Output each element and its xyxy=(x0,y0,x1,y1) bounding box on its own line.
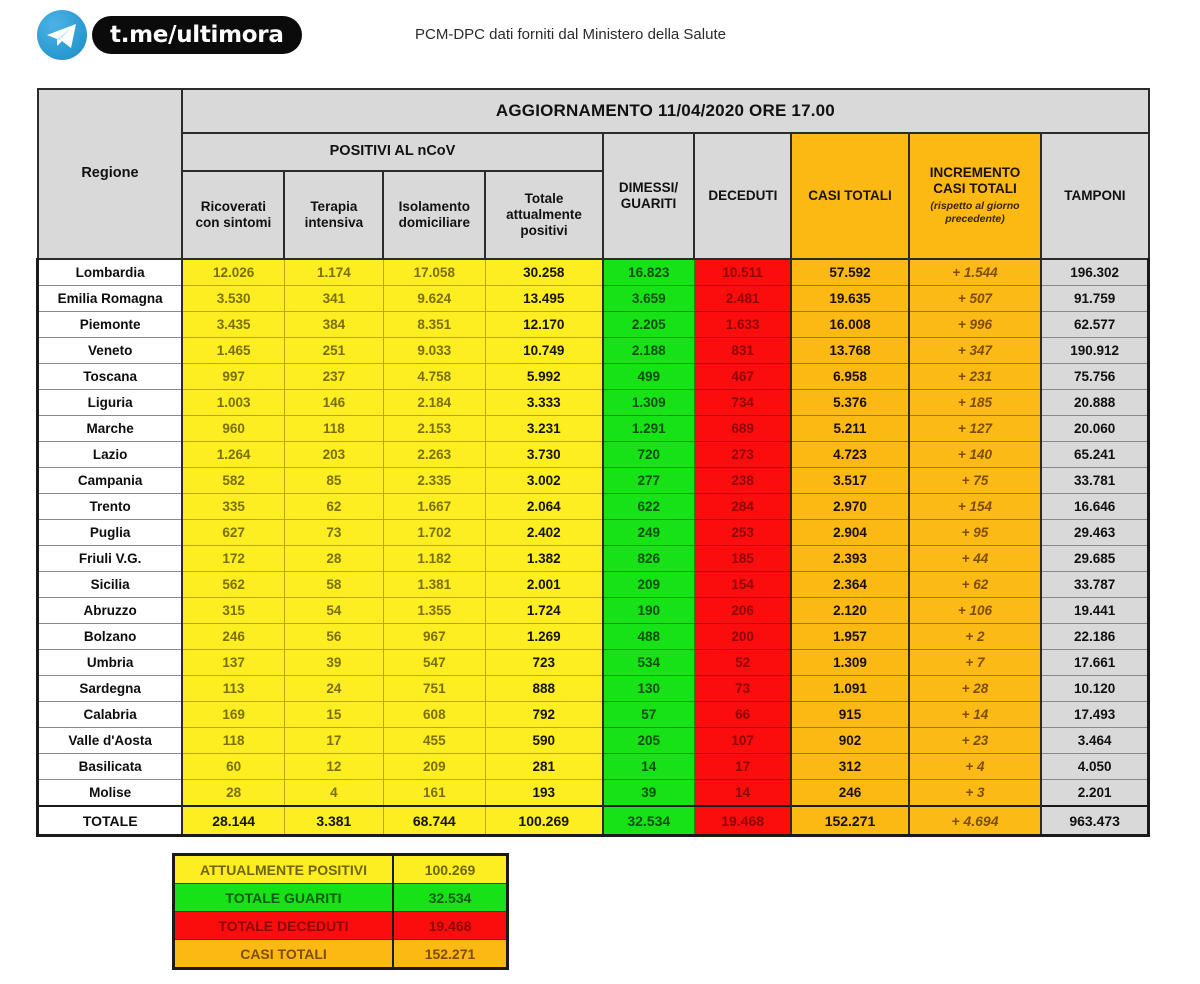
column-group-positivi: POSITIVI AL nCoV xyxy=(182,133,602,171)
cell-casi-totali: 2.120 xyxy=(791,598,908,624)
cell-deceduti: 273 xyxy=(694,442,791,468)
column-header-isolamento-domiciliare xyxy=(383,171,485,259)
legend-row xyxy=(174,940,508,969)
covid-data-table-container xyxy=(36,88,1150,837)
cell-isolamento-domiciliare: 751 xyxy=(383,676,485,702)
column-header-incremento-casi-totali xyxy=(909,133,1042,259)
cell-ricoverati-con-sintomi: 3.530 xyxy=(182,286,284,312)
cell-totale-attualmente-positivi: 12.170 xyxy=(485,312,602,338)
cell-dimessi-guariti: 39 xyxy=(603,780,695,807)
cell-regione: Molise xyxy=(38,780,183,807)
summary-legend-container xyxy=(172,853,509,970)
cell-deceduti: 10.511 xyxy=(694,259,791,286)
cell-terapia-intensiva: 237 xyxy=(284,364,383,390)
cell-tamponi: 16.646 xyxy=(1041,494,1148,520)
cell-casi-totali: 312 xyxy=(791,754,908,780)
cell-casi-totali: 6.958 xyxy=(791,364,908,390)
header-row-title xyxy=(38,89,1149,133)
cell-tamponi: 20.060 xyxy=(1041,416,1148,442)
cell-tamponi: 33.787 xyxy=(1041,572,1148,598)
legend-row xyxy=(174,884,508,912)
cell-deceduti: 238 xyxy=(694,468,791,494)
cell-totale-attualmente-positivi: 193 xyxy=(485,780,602,807)
cell-terapia-intensiva: 28 xyxy=(284,546,383,572)
table-row xyxy=(38,728,1149,754)
cell-totale-attualmente-positivi: 10.749 xyxy=(485,338,602,364)
cell-regione: Friuli V.G. xyxy=(38,546,183,572)
cell-deceduti: 689 xyxy=(694,416,791,442)
cell-terapia-intensiva: 73 xyxy=(284,520,383,546)
cell-incremento-casi-totali: + 2 xyxy=(909,624,1042,650)
table-row xyxy=(38,572,1149,598)
cell-casi-totali: 5.211 xyxy=(791,416,908,442)
cell-ricoverati-con-sintomi: 627 xyxy=(182,520,284,546)
cell-incremento-casi-totali: + 4.694 xyxy=(909,806,1042,836)
cell-totale-attualmente-positivi: 3.333 xyxy=(485,390,602,416)
cell-incremento-casi-totali: + 28 xyxy=(909,676,1042,702)
cell-regione: Valle d'Aosta xyxy=(38,728,183,754)
table-row xyxy=(38,676,1149,702)
cell-casi-totali: 19.635 xyxy=(791,286,908,312)
cell-ricoverati-con-sintomi: 315 xyxy=(182,598,284,624)
cell-incremento-casi-totali: + 154 xyxy=(909,494,1042,520)
cell-regione: Sardegna xyxy=(38,676,183,702)
cell-totale-attualmente-positivi: 100.269 xyxy=(485,806,602,836)
cell-regione: Piemonte xyxy=(38,312,183,338)
cell-totale-attualmente-positivi: 2.064 xyxy=(485,494,602,520)
table-row xyxy=(38,780,1149,807)
cell-totale-attualmente-positivi: 2.402 xyxy=(485,520,602,546)
cell-deceduti: 14 xyxy=(694,780,791,807)
cell-ricoverati-con-sintomi: 169 xyxy=(182,702,284,728)
cell-totale-attualmente-positivi: 1.724 xyxy=(485,598,602,624)
cell-incremento-casi-totali: + 507 xyxy=(909,286,1042,312)
cell-dimessi-guariti: 534 xyxy=(603,650,695,676)
cell-isolamento-domiciliare: 1.667 xyxy=(383,494,485,520)
ricoverati-line1: Ricoverati xyxy=(200,199,266,215)
cell-terapia-intensiva: 203 xyxy=(284,442,383,468)
cell-tamponi: 196.302 xyxy=(1041,259,1148,286)
cell-incremento-casi-totali: + 23 xyxy=(909,728,1042,754)
cell-casi-totali: 4.723 xyxy=(791,442,908,468)
cell-isolamento-domiciliare: 17.058 xyxy=(383,259,485,286)
cell-deceduti: 52 xyxy=(694,650,791,676)
cell-tamponi: 75.756 xyxy=(1041,364,1148,390)
dimessi-line2: GUARITI xyxy=(620,196,677,211)
cell-totale-attualmente-positivi: 723 xyxy=(485,650,602,676)
cell-terapia-intensiva: 56 xyxy=(284,624,383,650)
cell-regione: Basilicata xyxy=(38,754,183,780)
isolamento-line1: Isolamento xyxy=(398,199,470,215)
cell-isolamento-domiciliare: 9.624 xyxy=(383,286,485,312)
cell-incremento-casi-totali: + 3 xyxy=(909,780,1042,807)
cell-regione: Trento xyxy=(38,494,183,520)
cell-ricoverati-con-sintomi: 1.003 xyxy=(182,390,284,416)
cell-dimessi-guariti: 130 xyxy=(603,676,695,702)
cell-totale-attualmente-positivi: 281 xyxy=(485,754,602,780)
table-row xyxy=(38,390,1149,416)
cell-casi-totali: 16.008 xyxy=(791,312,908,338)
cell-deceduti: 831 xyxy=(694,338,791,364)
cell-incremento-casi-totali: + 347 xyxy=(909,338,1042,364)
cell-casi-totali: 57.592 xyxy=(791,259,908,286)
cell-incremento-casi-totali: + 185 xyxy=(909,390,1042,416)
cell-totale-attualmente-positivi: 3.002 xyxy=(485,468,602,494)
table-row xyxy=(38,416,1149,442)
cell-dimessi-guariti: 499 xyxy=(603,364,695,390)
dimessi-line1: DIMESSI/ xyxy=(618,180,679,196)
cell-casi-totali: 2.393 xyxy=(791,546,908,572)
cell-dimessi-guariti: 249 xyxy=(603,520,695,546)
cell-regione: Calabria xyxy=(38,702,183,728)
cell-regione: Puglia xyxy=(38,520,183,546)
cell-deceduti: 17 xyxy=(694,754,791,780)
table-row xyxy=(38,312,1149,338)
cell-incremento-casi-totali: + 231 xyxy=(909,364,1042,390)
cell-tamponi: 10.120 xyxy=(1041,676,1148,702)
header-bar xyxy=(0,0,1200,72)
cell-dimessi-guariti: 1.291 xyxy=(603,416,695,442)
legend-row xyxy=(174,912,508,940)
table-row xyxy=(38,259,1149,286)
cell-incremento-casi-totali: + 62 xyxy=(909,572,1042,598)
cell-ricoverati-con-sintomi: 28.144 xyxy=(182,806,284,836)
cell-isolamento-domiciliare: 608 xyxy=(383,702,485,728)
cell-ricoverati-con-sintomi: 246 xyxy=(182,624,284,650)
cell-casi-totali: 902 xyxy=(791,728,908,754)
table-row xyxy=(38,624,1149,650)
cell-regione: Toscana xyxy=(38,364,183,390)
table-row xyxy=(38,442,1149,468)
cell-isolamento-domiciliare: 1.182 xyxy=(383,546,485,572)
cell-deceduti: 19.468 xyxy=(694,806,791,836)
cell-dimessi-guariti: 826 xyxy=(603,546,695,572)
cell-regione: Liguria xyxy=(38,390,183,416)
legend-value: 32.534 xyxy=(393,884,508,912)
cell-ricoverati-con-sintomi: 960 xyxy=(182,416,284,442)
cell-dimessi-guariti: 720 xyxy=(603,442,695,468)
cell-regione: Marche xyxy=(38,416,183,442)
cell-ricoverati-con-sintomi: 997 xyxy=(182,364,284,390)
cell-isolamento-domiciliare: 455 xyxy=(383,728,485,754)
cell-deceduti: 73 xyxy=(694,676,791,702)
cell-tamponi: 22.186 xyxy=(1041,624,1148,650)
cell-regione: Sicilia xyxy=(38,572,183,598)
cell-deceduti: 66 xyxy=(694,702,791,728)
cell-regione: Bolzano xyxy=(38,624,183,650)
cell-totale-attualmente-positivi: 590 xyxy=(485,728,602,754)
table-head xyxy=(38,89,1149,259)
cell-tamponi: 62.577 xyxy=(1041,312,1148,338)
legend-label: TOTALE DECEDUTI xyxy=(174,912,394,940)
cell-terapia-intensiva: 62 xyxy=(284,494,383,520)
cell-terapia-intensiva: 384 xyxy=(284,312,383,338)
cell-terapia-intensiva: 251 xyxy=(284,338,383,364)
cell-deceduti: 1.633 xyxy=(694,312,791,338)
source-note: PCM-DPC dati forniti dal Ministero della Salute xyxy=(415,26,726,43)
cell-incremento-casi-totali: + 44 xyxy=(909,546,1042,572)
cell-tamponi: 17.493 xyxy=(1041,702,1148,728)
cell-ricoverati-con-sintomi: 137 xyxy=(182,650,284,676)
cell-totale-attualmente-positivi: 1.382 xyxy=(485,546,602,572)
terapia-line2: intensiva xyxy=(304,215,364,230)
cell-totale-attualmente-positivi: 3.730 xyxy=(485,442,602,468)
table-row xyxy=(38,546,1149,572)
cell-ricoverati-con-sintomi: 28 xyxy=(182,780,284,807)
cell-isolamento-domiciliare: 967 xyxy=(383,624,485,650)
column-header-dimessi-guariti xyxy=(603,133,695,259)
cell-tamponi: 4.050 xyxy=(1041,754,1148,780)
cell-incremento-casi-totali: + 1.544 xyxy=(909,259,1042,286)
cell-casi-totali: 2.970 xyxy=(791,494,908,520)
cell-terapia-intensiva: 58 xyxy=(284,572,383,598)
cell-isolamento-domiciliare: 1.702 xyxy=(383,520,485,546)
cell-ricoverati-con-sintomi: 562 xyxy=(182,572,284,598)
cell-dimessi-guariti: 2.205 xyxy=(603,312,695,338)
cell-totale-attualmente-positivi: 13.495 xyxy=(485,286,602,312)
cell-isolamento-domiciliare: 2.335 xyxy=(383,468,485,494)
cell-casi-totali: 2.364 xyxy=(791,572,908,598)
cell-isolamento-domiciliare: 8.351 xyxy=(383,312,485,338)
incremento-note: (rispetto al giorno precedente) xyxy=(930,200,1020,226)
cell-casi-totali: 1.957 xyxy=(791,624,908,650)
summary-legend-table xyxy=(172,853,509,970)
legend-label: ATTUALMENTE POSITIVI xyxy=(174,855,394,884)
cell-tamponi: 2.201 xyxy=(1041,780,1148,807)
cell-isolamento-domiciliare: 161 xyxy=(383,780,485,807)
cell-regione: Umbria xyxy=(38,650,183,676)
cell-totale-attualmente-positivi: 5.992 xyxy=(485,364,602,390)
cell-terapia-intensiva: 85 xyxy=(284,468,383,494)
cell-terapia-intensiva: 12 xyxy=(284,754,383,780)
cell-terapia-intensiva: 3.381 xyxy=(284,806,383,836)
cell-isolamento-domiciliare: 547 xyxy=(383,650,485,676)
cell-casi-totali: 3.517 xyxy=(791,468,908,494)
table-title: AGGIORNAMENTO 11/04/2020 ORE 17.00 xyxy=(182,89,1148,133)
table-row-totale xyxy=(38,806,1149,836)
cell-tamponi: 17.661 xyxy=(1041,650,1148,676)
legend-label: CASI TOTALI xyxy=(174,940,394,969)
incremento-line1: INCREMENTO xyxy=(929,165,1021,181)
cell-casi-totali: 5.376 xyxy=(791,390,908,416)
table-row xyxy=(38,468,1149,494)
cell-incremento-casi-totali: + 7 xyxy=(909,650,1042,676)
table-row xyxy=(38,494,1149,520)
table-row xyxy=(38,338,1149,364)
cell-tamponi: 963.473 xyxy=(1041,806,1148,836)
telegram-handle-label: t.me/ultimora xyxy=(110,22,284,48)
cell-dimessi-guariti: 190 xyxy=(603,598,695,624)
cell-dimessi-guariti: 622 xyxy=(603,494,695,520)
cell-regione: Abruzzo xyxy=(38,598,183,624)
cell-isolamento-domiciliare: 2.184 xyxy=(383,390,485,416)
column-header-regione: Regione xyxy=(38,89,183,259)
cell-isolamento-domiciliare: 1.381 xyxy=(383,572,485,598)
legend-value: 19.468 xyxy=(393,912,508,940)
table-row xyxy=(38,650,1149,676)
cell-deceduti: 185 xyxy=(694,546,791,572)
cell-casi-totali: 246 xyxy=(791,780,908,807)
cell-ricoverati-con-sintomi: 335 xyxy=(182,494,284,520)
cell-tamponi: 91.759 xyxy=(1041,286,1148,312)
table-row xyxy=(38,702,1149,728)
cell-isolamento-domiciliare: 1.355 xyxy=(383,598,485,624)
cell-regione: Campania xyxy=(38,468,183,494)
table-row xyxy=(38,520,1149,546)
cell-deceduti: 253 xyxy=(694,520,791,546)
table-row xyxy=(38,598,1149,624)
cell-deceduti: 734 xyxy=(694,390,791,416)
cell-tamponi: 33.781 xyxy=(1041,468,1148,494)
cell-totale-attualmente-positivi: 30.258 xyxy=(485,259,602,286)
table-row xyxy=(38,286,1149,312)
legend-value: 100.269 xyxy=(393,855,508,884)
ricoverati-line2: con sintomi xyxy=(195,215,272,230)
cell-totale-attualmente-positivi: 792 xyxy=(485,702,602,728)
terapia-line1: Terapia xyxy=(310,199,358,215)
cell-terapia-intensiva: 54 xyxy=(284,598,383,624)
legend-label: TOTALE GUARITI xyxy=(174,884,394,912)
telegram-paper-plane-icon xyxy=(37,10,87,60)
cell-casi-totali: 915 xyxy=(791,702,908,728)
cell-totale-attualmente-positivi: 3.231 xyxy=(485,416,602,442)
cell-incremento-casi-totali: + 4 xyxy=(909,754,1042,780)
cell-ricoverati-con-sintomi: 12.026 xyxy=(182,259,284,286)
cell-casi-totali: 152.271 xyxy=(791,806,908,836)
cell-incremento-casi-totali: + 996 xyxy=(909,312,1042,338)
header-row-group xyxy=(38,133,1149,171)
cell-isolamento-domiciliare: 2.153 xyxy=(383,416,485,442)
cell-ricoverati-con-sintomi: 172 xyxy=(182,546,284,572)
cell-terapia-intensiva: 39 xyxy=(284,650,383,676)
totpos-line3: positivi xyxy=(520,222,568,238)
cell-isolamento-domiciliare: 4.758 xyxy=(383,364,485,390)
cell-incremento-casi-totali: + 95 xyxy=(909,520,1042,546)
cell-totale-attualmente-positivi: 2.001 xyxy=(485,572,602,598)
incremento-line2: CASI TOTALI xyxy=(933,181,1017,197)
cell-ricoverati-con-sintomi: 3.435 xyxy=(182,312,284,338)
cell-regione: Lazio xyxy=(38,442,183,468)
cell-incremento-casi-totali: + 14 xyxy=(909,702,1042,728)
cell-deceduti: 2.481 xyxy=(694,286,791,312)
cell-incremento-casi-totali: + 140 xyxy=(909,442,1042,468)
column-header-deceduti: DECEDUTI xyxy=(694,133,791,259)
cell-terapia-intensiva: 15 xyxy=(284,702,383,728)
cell-dimessi-guariti: 32.534 xyxy=(603,806,695,836)
cell-ricoverati-con-sintomi: 1.264 xyxy=(182,442,284,468)
cell-casi-totali: 2.904 xyxy=(791,520,908,546)
table-row xyxy=(38,364,1149,390)
cell-deceduti: 154 xyxy=(694,572,791,598)
cell-incremento-casi-totali: + 75 xyxy=(909,468,1042,494)
cell-ricoverati-con-sintomi: 60 xyxy=(182,754,284,780)
cell-tamponi: 190.912 xyxy=(1041,338,1148,364)
cell-deceduti: 107 xyxy=(694,728,791,754)
cell-casi-totali: 1.309 xyxy=(791,650,908,676)
cell-tamponi: 3.464 xyxy=(1041,728,1148,754)
cell-regione: TOTALE xyxy=(38,806,183,836)
cell-terapia-intensiva: 341 xyxy=(284,286,383,312)
column-header-terapia-intensiva xyxy=(284,171,383,259)
cell-ricoverati-con-sintomi: 113 xyxy=(182,676,284,702)
cell-dimessi-guariti: 1.309 xyxy=(603,390,695,416)
column-header-totale-attualmente-positivi xyxy=(485,171,602,259)
cell-tamponi: 19.441 xyxy=(1041,598,1148,624)
cell-incremento-casi-totali: + 106 xyxy=(909,598,1042,624)
cell-dimessi-guariti: 16.823 xyxy=(603,259,695,286)
cell-deceduti: 284 xyxy=(694,494,791,520)
legend-value: 152.271 xyxy=(393,940,508,969)
cell-regione: Lombardia xyxy=(38,259,183,286)
covid-regions-table xyxy=(36,88,1150,837)
totpos-line1: Totale xyxy=(524,191,564,207)
cell-isolamento-domiciliare: 68.744 xyxy=(383,806,485,836)
isolamento-line2: domiciliare xyxy=(398,215,470,230)
cell-terapia-intensiva: 4 xyxy=(284,780,383,807)
cell-casi-totali: 13.768 xyxy=(791,338,908,364)
cell-tamponi: 29.685 xyxy=(1041,546,1148,572)
cell-isolamento-domiciliare: 9.033 xyxy=(383,338,485,364)
cell-terapia-intensiva: 24 xyxy=(284,676,383,702)
cell-dimessi-guariti: 57 xyxy=(603,702,695,728)
cell-regione: Veneto xyxy=(38,338,183,364)
cell-tamponi: 29.463 xyxy=(1041,520,1148,546)
cell-dimessi-guariti: 2.188 xyxy=(603,338,695,364)
legend-row xyxy=(174,855,508,884)
telegram-handle-badge[interactable] xyxy=(92,16,302,54)
column-header-casi-totali: CASI TOTALI xyxy=(791,133,908,259)
cell-ricoverati-con-sintomi: 582 xyxy=(182,468,284,494)
table-body xyxy=(38,259,1149,836)
cell-terapia-intensiva: 1.174 xyxy=(284,259,383,286)
cell-casi-totali: 1.091 xyxy=(791,676,908,702)
cell-regione: Emilia Romagna xyxy=(38,286,183,312)
cell-deceduti: 467 xyxy=(694,364,791,390)
cell-dimessi-guariti: 14 xyxy=(603,754,695,780)
legend-body xyxy=(174,855,508,969)
cell-terapia-intensiva: 146 xyxy=(284,390,383,416)
cell-dimessi-guariti: 277 xyxy=(603,468,695,494)
cell-dimessi-guariti: 209 xyxy=(603,572,695,598)
cell-ricoverati-con-sintomi: 1.465 xyxy=(182,338,284,364)
cell-deceduti: 200 xyxy=(694,624,791,650)
cell-ricoverati-con-sintomi: 118 xyxy=(182,728,284,754)
cell-dimessi-guariti: 3.659 xyxy=(603,286,695,312)
totpos-line2: attualmente xyxy=(506,207,582,223)
cell-isolamento-domiciliare: 209 xyxy=(383,754,485,780)
cell-deceduti: 206 xyxy=(694,598,791,624)
column-header-tamponi: TAMPONI xyxy=(1041,133,1148,259)
column-header-ricoverati-con-sintomi xyxy=(182,171,284,259)
cell-totale-attualmente-positivi: 888 xyxy=(485,676,602,702)
cell-incremento-casi-totali: + 127 xyxy=(909,416,1042,442)
cell-terapia-intensiva: 118 xyxy=(284,416,383,442)
cell-terapia-intensiva: 17 xyxy=(284,728,383,754)
cell-totale-attualmente-positivi: 1.269 xyxy=(485,624,602,650)
table-row xyxy=(38,754,1149,780)
cell-dimessi-guariti: 205 xyxy=(603,728,695,754)
cell-isolamento-domiciliare: 2.263 xyxy=(383,442,485,468)
cell-tamponi: 65.241 xyxy=(1041,442,1148,468)
cell-dimessi-guariti: 488 xyxy=(603,624,695,650)
cell-tamponi: 20.888 xyxy=(1041,390,1148,416)
